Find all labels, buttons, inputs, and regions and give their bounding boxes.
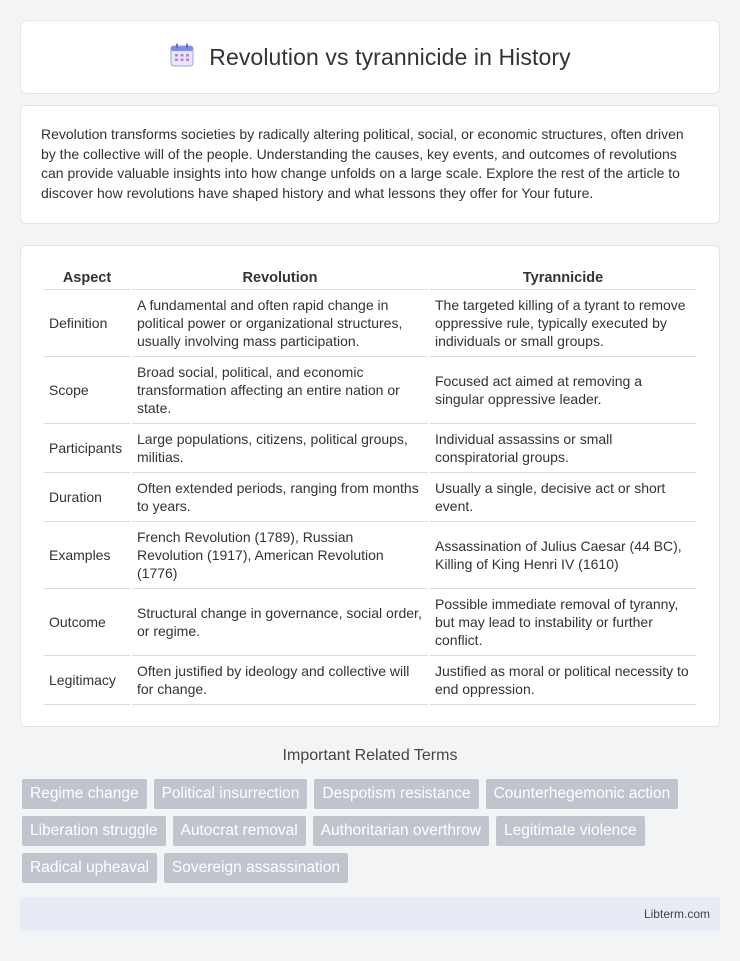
cell-tyrannicide: Possible immediate removal of tyranny, but may lead to instability or further conflict. [430, 589, 696, 656]
cell-tyrannicide: Justified as moral or political necessity to end oppression. [430, 656, 696, 705]
related-term-tag[interactable]: Radical upheaval [22, 853, 157, 883]
comparison-table [42, 266, 698, 705]
cell-aspect: Participants [44, 424, 130, 473]
cell-aspect: Scope [44, 357, 130, 424]
intro-paragraph: Revolution transforms societies by radically altering political, social, or economic structures, often driven by the collective will of the people. Understanding the causes, key events, and outcomes of revolutions can provide valuable insights into how change unfolds on a large scale. Explore the rest of the article to discover how revolutions have shaped history and what lessons they offer for Your future. [41, 126, 684, 201]
table-row [44, 424, 696, 473]
footer-site-link[interactable]: Libterm.com [643, 907, 710, 921]
cell-revolution: A fundamental and often rapid change in political power or organizational structures, usually involving mass participation. [132, 290, 428, 357]
related-terms-list [22, 779, 722, 883]
cell-revolution: French Revolution (1789), Russian Revolution (1917), American Revolution (1776) [132, 522, 428, 589]
cell-tyrannicide: Individual assassins or small conspiratorial groups. [430, 424, 696, 473]
header-aspect: Aspect [44, 266, 130, 290]
calendar-icon [169, 42, 195, 73]
cell-tyrannicide: Usually a single, decisive act or short event. [430, 473, 696, 522]
intro-card [20, 105, 720, 224]
footer [20, 897, 720, 931]
related-term-tag[interactable]: Regime change [22, 779, 147, 809]
related-term-tag[interactable]: Liberation struggle [22, 816, 166, 846]
table-row [44, 656, 696, 705]
cell-revolution: Large populations, citizens, political groups, militias. [132, 424, 428, 473]
cell-tyrannicide: The targeted killing of a tyrant to remove oppressive rule, typically executed by individuals or small groups. [430, 290, 696, 357]
cell-aspect: Legitimacy [44, 656, 130, 705]
cell-aspect: Outcome [44, 589, 130, 656]
related-term-tag[interactable]: Legitimate violence [496, 816, 645, 846]
cell-aspect: Examples [44, 522, 130, 589]
table-row [44, 522, 696, 589]
cell-revolution: Broad social, political, and economic transformation affecting an entire nation or state. [132, 357, 428, 424]
comparison-table-card [20, 245, 720, 727]
table-row [44, 357, 696, 424]
table-row [44, 473, 696, 522]
header-card [20, 20, 720, 94]
cell-tyrannicide: Focused act aimed at removing a singular oppressive leader. [430, 357, 696, 424]
related-terms-title: Important Related Terms [282, 747, 458, 764]
cell-aspect: Definition [44, 290, 130, 357]
page-title: Revolution vs tyrannicide in History [209, 43, 571, 70]
cell-revolution: Often justified by ideology and collective will for change. [132, 656, 428, 705]
cell-revolution: Often extended periods, ranging from months to years. [132, 473, 428, 522]
table-row [44, 290, 696, 357]
header-revolution: Revolution [132, 266, 428, 290]
table-row [44, 589, 696, 656]
related-term-tag[interactable]: Authoritarian overthrow [313, 816, 489, 846]
header-tyrannicide: Tyrannicide [430, 266, 696, 290]
cell-revolution: Structural change in governance, social order, or regime. [132, 589, 428, 656]
cell-aspect: Duration [44, 473, 130, 522]
table-header-row [44, 266, 696, 290]
cell-tyrannicide: Assassination of Julius Caesar (44 BC), Killing of King Henri IV (1610) [430, 522, 696, 589]
related-term-tag[interactable]: Political insurrection [154, 779, 308, 809]
related-term-tag[interactable]: Sovereign assassination [164, 853, 348, 883]
related-term-tag[interactable]: Autocrat removal [173, 816, 306, 846]
related-term-tag[interactable]: Counterhegemonic action [486, 779, 679, 809]
related-term-tag[interactable]: Despotism resistance [314, 779, 478, 809]
